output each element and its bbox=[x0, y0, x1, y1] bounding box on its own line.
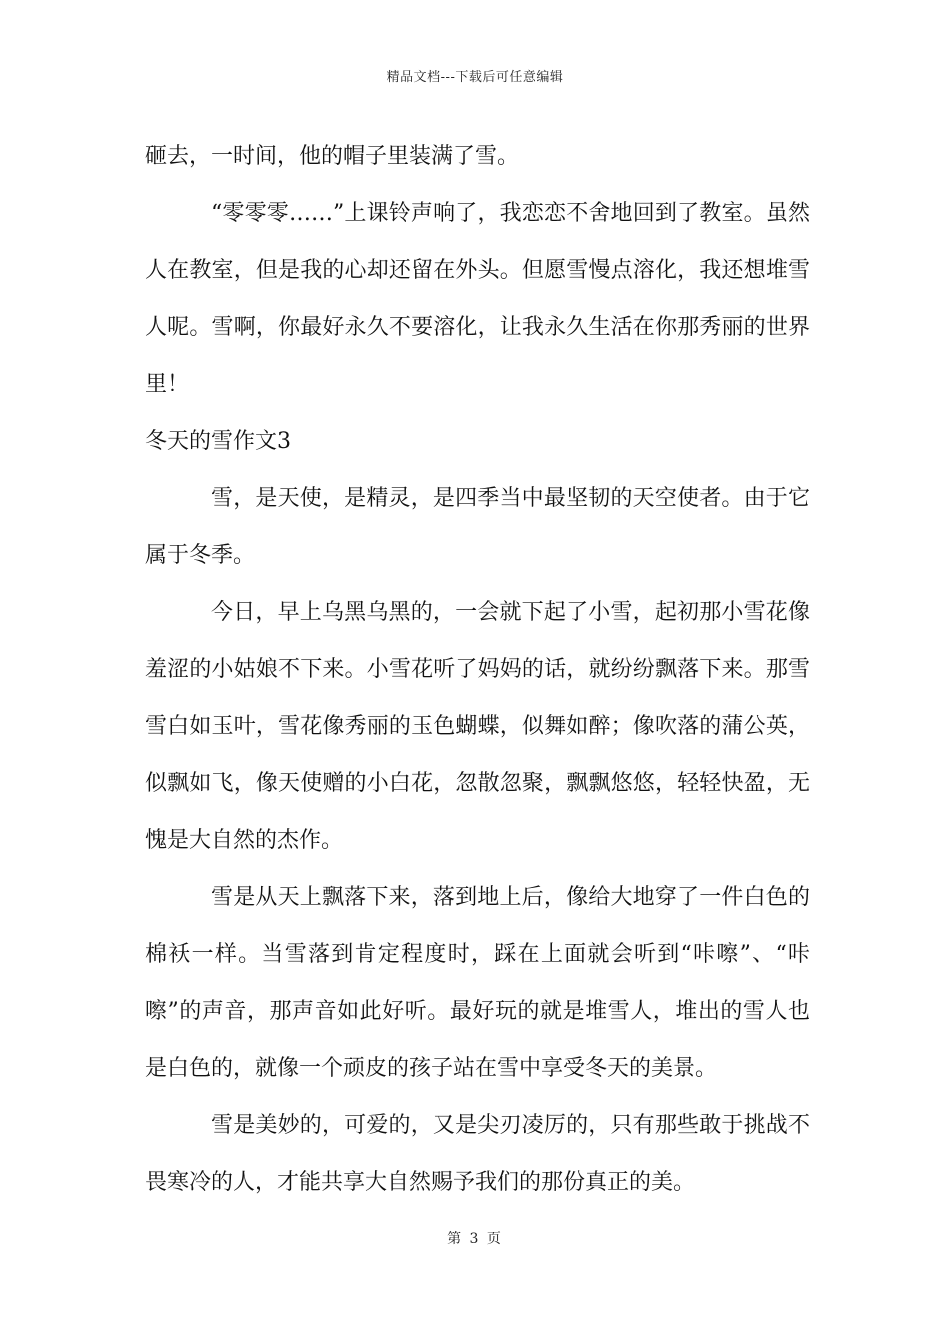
paragraph-snowman: 雪是从天上飘落下来，落到地上后，像给大地穿了一件白色的棉袄一样。当雪落到肯定程度时，踩在上面就会听到“咔嚓”、“咔嚓”的声音，那声音如此好听。最好玩的就是堆雪人，堆出的雪人也是白色的，就像一个顽皮的孩子站在雪中享受冬天的美景。 bbox=[145, 885, 810, 1081]
document-body bbox=[145, 128, 810, 1211]
essay-heading: 冬天的雪作文3 bbox=[145, 429, 291, 454]
paragraph-snowfall: 今日，早上乌黑乌黑的，一会就下起了小雪，起初那小雪花像羞涩的小姑娘不下来。小雪花听了妈妈的话，就纷纷飘落下来。那雪雪白如玉叶，雪花像秀丽的玉色蝴蝶，似舞如醉；像吹落的蒲公英，似飘如飞，像天使赠的小白花，忽散忽聚，飘飘悠悠，轻轻快盈，无愧是大自然的杰作。 bbox=[145, 600, 810, 853]
paragraph-continuation: 砸去，一时间，他的帽子里装满了雪。 bbox=[145, 144, 520, 169]
paragraph-conclusion: 雪是美妙的，可爱的，又是尖刃凌厉的，只有那些敢于挑战不畏寒冷的人，才能共享大自然赐予我们的那份真正的美。 bbox=[145, 1113, 810, 1195]
paragraph-bell: “零零零……”上课铃声响了，我恋恋不舍地回到了教室。虽然人在教室，但是我的心却还留在外头。但愿雪慢点溶化，我还想堆雪人呢。雪啊，你最好永久不要溶化，让我永久生活在你那秀丽的世界里！ bbox=[145, 201, 810, 397]
page-number: 第 3 页 bbox=[447, 1231, 503, 1247]
page-header: 精品文档---下载后可任意编辑 bbox=[386, 70, 564, 85]
paragraph-snow-intro: 雪，是天使，是精灵，是四季当中最坚韧的天空使者。由于它属于冬季。 bbox=[145, 486, 810, 568]
